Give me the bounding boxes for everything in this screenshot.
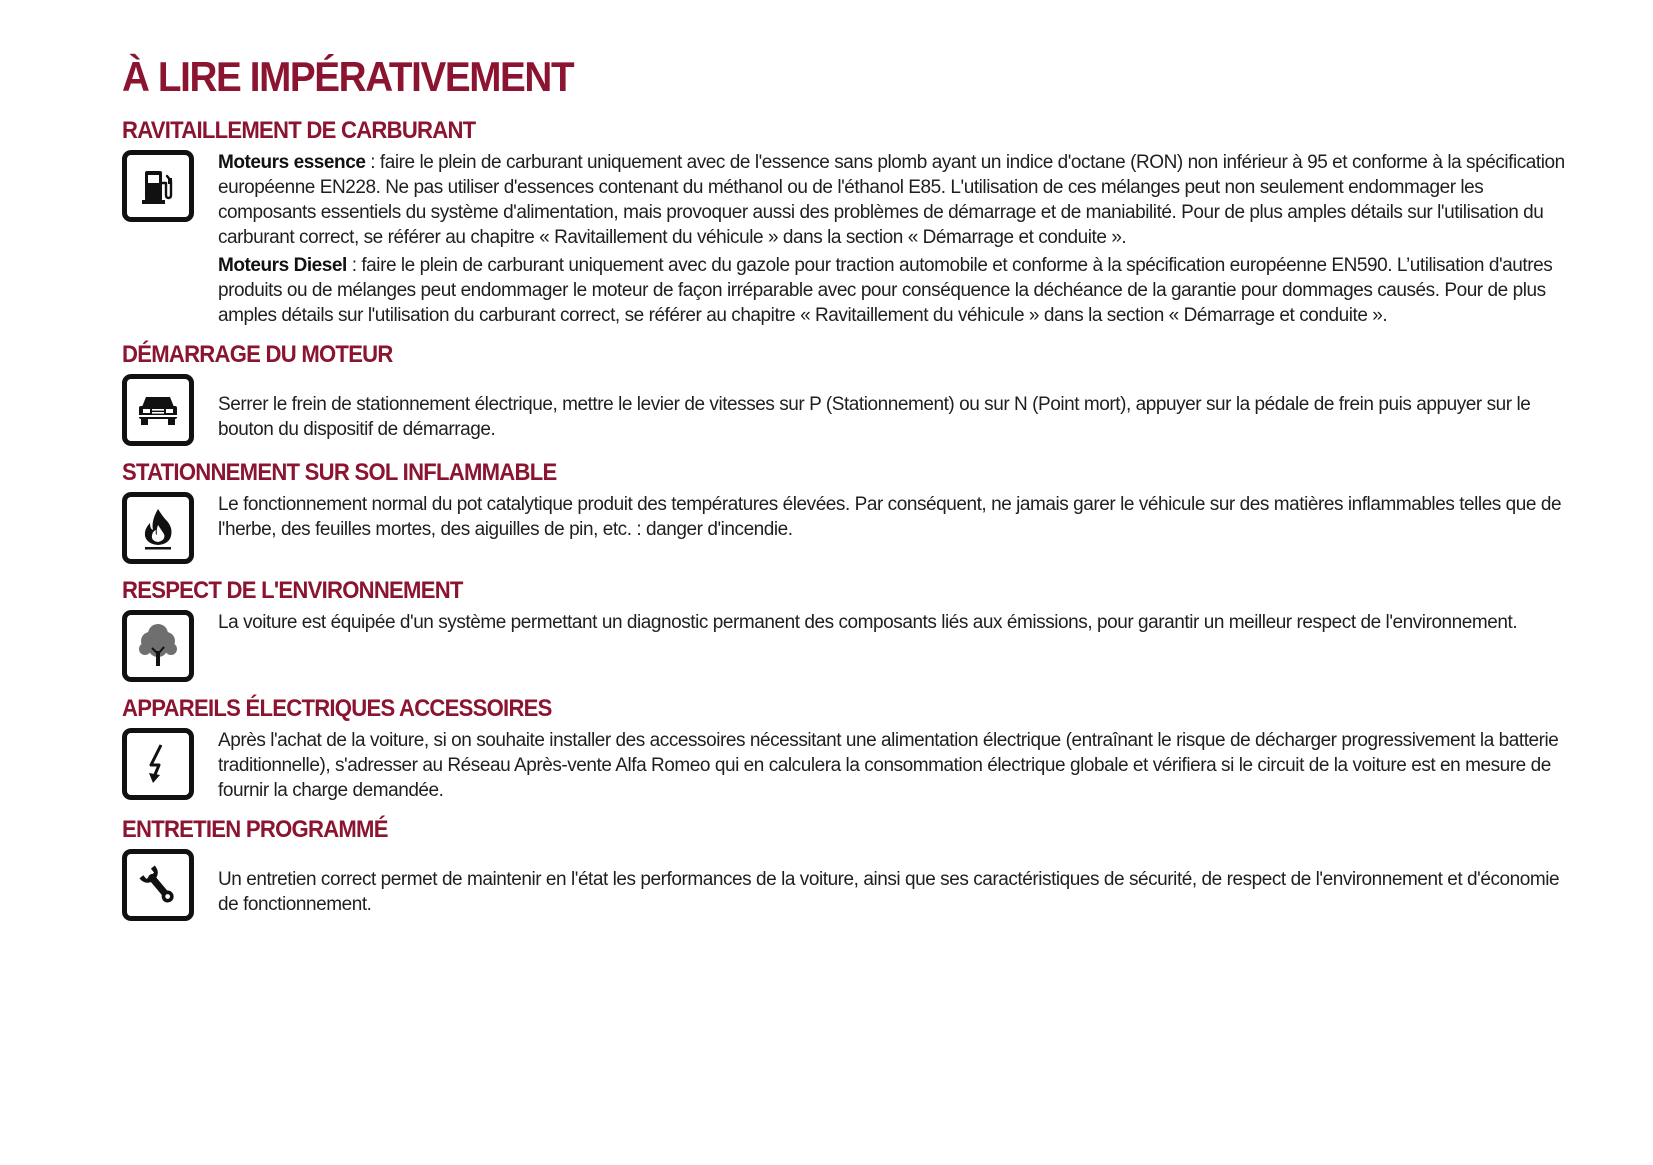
- section-text: [218, 849, 1572, 917]
- section-engine-start: [122, 340, 1572, 446]
- paragraph-petrol: [218, 150, 1572, 250]
- paragraph-lead: Moteurs Diesel: [218, 255, 347, 276]
- section-body: [122, 728, 1572, 803]
- paragraph-text: Le fonctionnement normal du pot catalytique produit des températures élevées. Par conséquent, ne jamais garer le véhicule sur des matières inflammables telles que de l'herbe, des feuilles mortes, des aiguilles de pin, etc. : danger d'incendie.: [218, 494, 1562, 540]
- paragraph-text: : faire le plein de carburant uniquement avec du gazole pour traction automobile et conforme à la spécification européenne EN590. L’utilisation d'autres produits ou de mélanges peut endommager le moteur de façon irréparable avec pour conséquence la déchéance de la garantie pour dommages causés. Pour de plus amples détails sur l'utilisation du carburant correct, se référer au chapitre « Ravitaillement du véhicule » dans la section « Démarrage et conduite ».: [218, 255, 1553, 326]
- paragraph-text: Serrer le frein de stationnement électrique, mettre le levier de vitesses sur P (Stationnement) ou sur N (Point mort), appuyer sur la pédale de frein puis appuyer sur le bouton du dispositif de démarrage.: [218, 394, 1531, 440]
- lightning-icon: [122, 728, 194, 800]
- section-text: [218, 728, 1572, 803]
- section-text: [218, 610, 1572, 635]
- section-heading: APPAREILS ÉLECTRIQUES ACCESSOIRES: [122, 695, 552, 722]
- section-text: [218, 492, 1572, 542]
- section-body: [122, 492, 1572, 564]
- paragraph-text: La voiture est équipée d'un système permettant un diagnostic permanent des composants liés aux émissions, pour garantir un meilleur respect de l'environnement.: [218, 612, 1518, 633]
- paragraph-diesel: [218, 253, 1572, 328]
- fuel-pump-icon: [122, 150, 194, 222]
- page-title: À LIRE IMPÉRATIVEMENT: [122, 53, 574, 100]
- section-maintenance: [122, 815, 1572, 921]
- section-heading: DÉMARRAGE DU MOTEUR: [122, 341, 393, 368]
- paragraph-text: Un entretien correct permet de maintenir en l'état les performances de la voiture, ainsi que ses caractéristiques de sécurité, de respect de l'environnement et d'économie de fonctionnement.: [218, 869, 1560, 915]
- flame-icon: [122, 492, 194, 564]
- section-heading: RAVITAILLEMENT DE CARBURANT: [122, 117, 476, 144]
- paragraph-lead: Moteurs essence: [218, 152, 366, 173]
- paragraph-text: Après l'achat de la voiture, si on souhaite installer des accessoires nécessitant une alimentation électrique (entraînant le risque de décharger progressivement la batterie traditionnelle), s'adresser au Réseau Après-vente Alfa Romeo qui en calculera la consommation électrique globale et vérifiera si le circuit de la voiture est en mesure de fournir la charge demandée.: [218, 730, 1559, 801]
- section-body: [122, 849, 1572, 921]
- section-heading: ENTRETIEN PROGRAMMÉ: [122, 816, 388, 843]
- section-heading: RESPECT DE L'ENVIRONNEMENT: [122, 577, 463, 604]
- section-body: [122, 374, 1572, 446]
- wrench-icon: [122, 849, 194, 921]
- page: [122, 52, 1572, 933]
- tree-icon: [122, 610, 194, 682]
- section-heading: STATIONNEMENT SUR SOL INFLAMMABLE: [122, 459, 557, 486]
- section-text: [218, 374, 1572, 442]
- section-fuel: [122, 116, 1572, 328]
- car-front-icon: [122, 374, 194, 446]
- section-environment: [122, 576, 1572, 682]
- section-electrical-accessories: [122, 694, 1572, 803]
- section-body: [122, 610, 1572, 682]
- section-body: [122, 150, 1572, 328]
- paragraph-text: : faire le plein de carburant uniquement avec de l'essence sans plomb ayant un indice d'octane (RON) non inférieur à 95 et conforme à la spécification européenne EN228. Ne pas utiliser d'essences contenant du méthanol ou de l'éthanol E85. L'utilisation de ces mélanges peut non seulement endommager les composants essentiels du système d'alimentation, mais provoquer aussi des problèmes de démarrage et de maniabilité. Pour de plus amples détails sur l'utilisation du carburant correct, se référer au chapitre « Ravitaillement du véhicule » dans la section « Démarrage et conduite ».: [218, 152, 1565, 248]
- section-text: [218, 150, 1572, 328]
- section-flammable-ground: [122, 458, 1572, 564]
